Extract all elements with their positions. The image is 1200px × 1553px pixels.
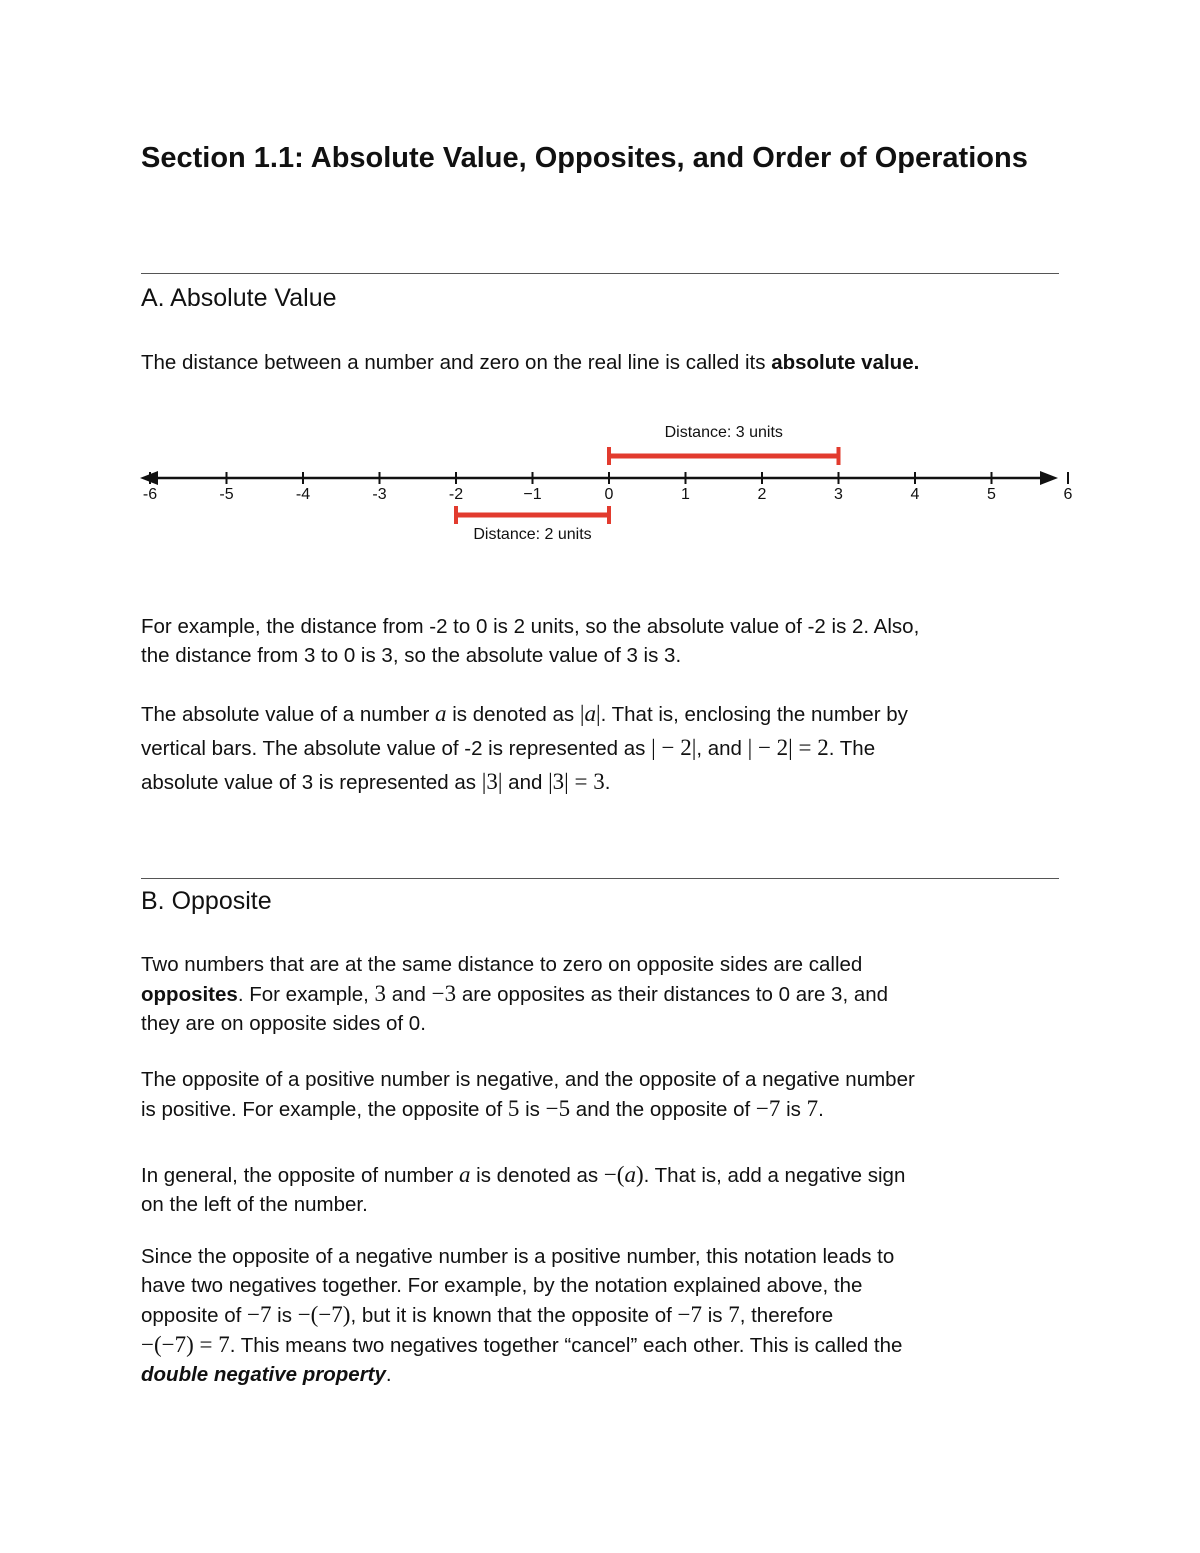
text: is positive. For example, the opposite of <box>141 1098 508 1121</box>
double-negative-paragraph <box>141 1242 1059 1389</box>
opposites-sign-paragraph <box>141 1065 1059 1124</box>
absolute-value-example <box>141 612 1059 670</box>
text: are opposites as their distances to 0 are 3, and <box>456 983 889 1006</box>
math-expression: −(−7) = 7 <box>141 1332 230 1357</box>
number-line-tick-label: −1 <box>523 486 542 503</box>
number-line-tick-label: -6 <box>142 486 158 503</box>
text-line: The opposite of a positive number is negative, and the opposite of a negative number <box>141 1068 915 1091</box>
math-expression: |3| <box>481 769 503 794</box>
number-line-tick-label: -4 <box>295 486 311 503</box>
number-line-tick-label: -3 <box>372 486 387 503</box>
text: . <box>385 1363 392 1386</box>
text: absolute value of 3 is represented as <box>141 771 482 794</box>
text: vertical bars. The absolute value of -2 is represented as <box>141 737 652 760</box>
opposites-definition <box>141 950 1059 1038</box>
text: is denoted as <box>470 1164 604 1187</box>
text: , but it is known that the opposite of <box>350 1304 678 1327</box>
number-line-tick-label: -5 <box>219 486 234 503</box>
section-a-heading: A. Absolute Value <box>141 284 337 312</box>
math-expression: |3| = 3 <box>548 769 605 794</box>
absolute-value-definition <box>141 348 1059 377</box>
math-expression: | − 2| = 2 <box>747 735 829 760</box>
text: and <box>502 771 549 794</box>
math-number: −7 <box>677 1302 702 1327</box>
text-line: they are on opposite sides of 0. <box>141 1012 426 1035</box>
math-number: −5 <box>545 1096 571 1121</box>
page-title: Section 1.1: Absolute Value, Opposites, and Order of Operations <box>141 142 1028 174</box>
text: . That is, enclosing the number by <box>600 703 908 726</box>
text-line: on the left of the number. <box>141 1193 368 1216</box>
math-variable: a <box>435 701 447 726</box>
text: The absolute value of a number <box>141 703 436 726</box>
number-line-tick-label: 1 <box>681 486 690 503</box>
text: is <box>271 1304 298 1327</box>
number-line-tick-label: 6 <box>1063 486 1073 503</box>
text: . <box>604 771 611 794</box>
opposite-notation-paragraph <box>141 1160 1059 1219</box>
term-absolute-value: absolute value <box>771 351 914 374</box>
text: and the opposite of <box>570 1098 756 1121</box>
math-expression: −( <box>603 1162 625 1187</box>
text-line: Two numbers that are at the same distance to zero on opposite sides are called <box>141 953 863 976</box>
text: . That is, add a negative sign <box>643 1164 906 1187</box>
math-number: −7 <box>755 1096 781 1121</box>
math-number: 5 <box>507 1096 520 1121</box>
text: is <box>780 1098 807 1121</box>
text-line: Since the opposite of a negative number is a positive number, this notation leads to <box>141 1245 895 1268</box>
text-line: the distance from 3 to 0 is 3, so the absolute value of 3 is 3. <box>141 644 682 667</box>
text: . For example, <box>237 983 375 1006</box>
text-line: For example, the distance from -2 to 0 is 2 units, so the absolute value of -2 is 2. Also, <box>141 615 920 638</box>
text: is <box>519 1098 546 1121</box>
math-variable: a <box>458 1162 471 1187</box>
math-expression: ) <box>635 1162 644 1187</box>
text: , and <box>696 737 748 760</box>
right-arrow-icon <box>1040 471 1058 485</box>
section-divider <box>141 878 1059 879</box>
number-line-tick-label: 0 <box>604 486 614 503</box>
math-variable: a <box>584 701 596 726</box>
text: The distance between a number and zero on the real line is called its <box>141 351 772 374</box>
term-double-negative-property: double negative property <box>141 1363 386 1386</box>
number-line-figure <box>138 410 1073 550</box>
text: is denoted as <box>446 703 580 726</box>
math-number: −7 <box>247 1302 272 1327</box>
math-bar: | <box>595 701 601 726</box>
number-line-tick-label: -2 <box>448 486 464 503</box>
section-divider <box>141 273 1059 274</box>
number-line-tick-label: 4 <box>910 486 920 503</box>
text: In general, the opposite of number <box>141 1164 459 1187</box>
math-number: 7 <box>728 1302 740 1327</box>
text: opposite of <box>141 1304 247 1327</box>
math-number: 7 <box>806 1096 819 1121</box>
text-line: have two negatives together. For example, by the notation explained above, the <box>141 1274 863 1297</box>
math-number: 3 <box>374 981 387 1006</box>
number-line-tick-label: 2 <box>757 486 767 503</box>
number-line-tick-label: 5 <box>987 486 996 503</box>
math-variable: a <box>624 1162 636 1187</box>
distance-3-label: Distance: 3 units <box>664 424 783 441</box>
text: is <box>702 1304 729 1327</box>
section-b-heading: B. Opposite <box>141 887 272 915</box>
number-line-tick-label: 3 <box>834 486 843 503</box>
text: , therefore <box>739 1304 834 1327</box>
text: . This means two negatives together “cancel” each other. This is called the <box>229 1334 903 1357</box>
text: . <box>818 1098 824 1121</box>
text: . <box>913 351 920 374</box>
math-expression: −(−7) <box>297 1302 351 1327</box>
math-number: −3 <box>431 981 457 1006</box>
text: . The <box>828 737 876 760</box>
math-expression: | − 2| <box>651 735 697 760</box>
distance-2-label: Distance: 2 units <box>473 526 592 543</box>
absolute-value-notation <box>141 697 1059 799</box>
term-opposites: opposites <box>141 983 238 1006</box>
math-bar: | <box>579 701 585 726</box>
text: and <box>386 983 432 1006</box>
